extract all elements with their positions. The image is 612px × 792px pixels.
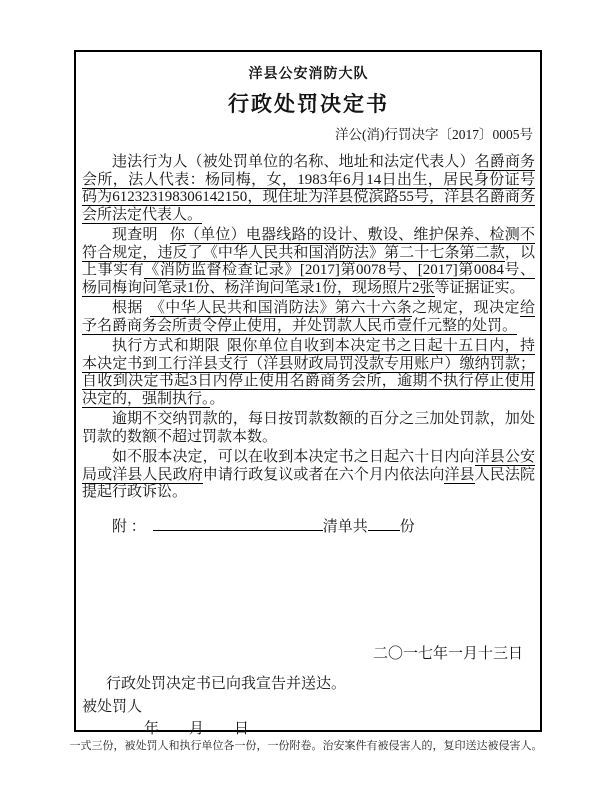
decision-label: 根据: [112, 300, 143, 316]
attachment-count-blank: [368, 517, 400, 531]
attachment-label: 附 ：: [112, 518, 146, 535]
service-note: 行政处罚决定书已向我宣告并送达。: [106, 676, 347, 692]
punished-person-label: 被处罚人: [82, 699, 143, 715]
execution-filled-text: 限你单位自收到本决定书之日起十五日内，持本决定书到工行洋县支行（洋县财政局罚没款专用账户）缴纳罚款；自收到决定书起3日内停止使用名爵商务会所，逾期不执行停止使用决定的，强制执行。: [82, 338, 535, 407]
decision-mid-text: 之规定，现决定: [412, 300, 520, 316]
findings-tail-text: 等证据证实。: [434, 279, 525, 296]
findings-paragraph: [82, 227, 535, 297]
document-number: 洋公(消)行罚决字〔2017〕0005号: [335, 127, 533, 142]
decision-paragraph: [82, 300, 535, 335]
issue-date: 二〇一七年一月十三日: [372, 646, 523, 662]
execution-tail-text: 。: [209, 390, 225, 407]
late-payment-paragraph: 逾期不交纳罚款的，每日按罚款数额的百分之三加处罚款，加处罚款的数额不超过罚款本数。: [82, 411, 535, 445]
findings-evidence-filled: 《消防监督检查记录》[2017]第0078号、[2017]第0084号、杨同梅询问笔录1份、杨洋询问笔录1份，现场照片2张: [82, 262, 535, 296]
attachment-name-blank: [153, 517, 323, 531]
appeal-lead-text: 如不服本决定，可以在收到本决定书之日起六十日内向: [112, 449, 475, 465]
appeal-court-filled: 洋县: [444, 466, 475, 483]
attachment-unit-label: 份: [399, 518, 415, 535]
document-border: [74, 50, 542, 737]
document-title: 行政处罚决定书: [228, 92, 389, 116]
findings-facts-filled: 你（单位）电器线路的设计、敷设、维护保养、检测不符合规定，违反了《中华人民共和国消防法》第二十七条第二款: [82, 227, 535, 261]
appeal-review-org-filled: 洋县公安局或洋县人民政府: [82, 449, 535, 483]
signature-date-placeholder: 年 月 日: [144, 721, 250, 737]
attachment-list-label: 清单共: [322, 518, 368, 535]
appeal-mid-text: 申请行政复议或者在六个月内依法向: [202, 466, 445, 483]
attachment-line: [82, 517, 535, 537]
appeal-paragraph: [82, 449, 535, 502]
decision-law-filled: 《中华人民共和国消防法》第六十六条: [149, 300, 412, 316]
appeal-tail-text: 人民法院提起行政诉讼。: [82, 466, 535, 500]
issuing-org-name: 洋县公安消防大队: [248, 67, 369, 82]
violator-paragraph: [82, 154, 535, 224]
violator-label: 违法行为人（被处罚单位的名称、地址和法定代表人）: [112, 154, 475, 170]
findings-mid-text: ，以上事实有: [82, 244, 535, 278]
distribution-footnote: 一式三份，被处罚人和执行单位各一份，一份附卷。治安案件有被侵害人的，复印送达被侵害人。: [69, 740, 543, 752]
findings-label: 现查明: [112, 227, 158, 243]
violator-filled-text: 名爵商务会所，法人代表：杨同梅，女，1983年6月14日出生，居民身份证号码为612323198306142150，现住址为洋县傥滨路55号，洋县名爵商务会所法定代表人。: [82, 154, 535, 223]
decision-penalty-filled: 给予名爵商务会所责令停止使用，并处罚款人民币壹仟元整的处罚。: [82, 300, 535, 334]
execution-label: 执行方式和期限: [112, 338, 220, 354]
execution-paragraph: [82, 338, 535, 408]
